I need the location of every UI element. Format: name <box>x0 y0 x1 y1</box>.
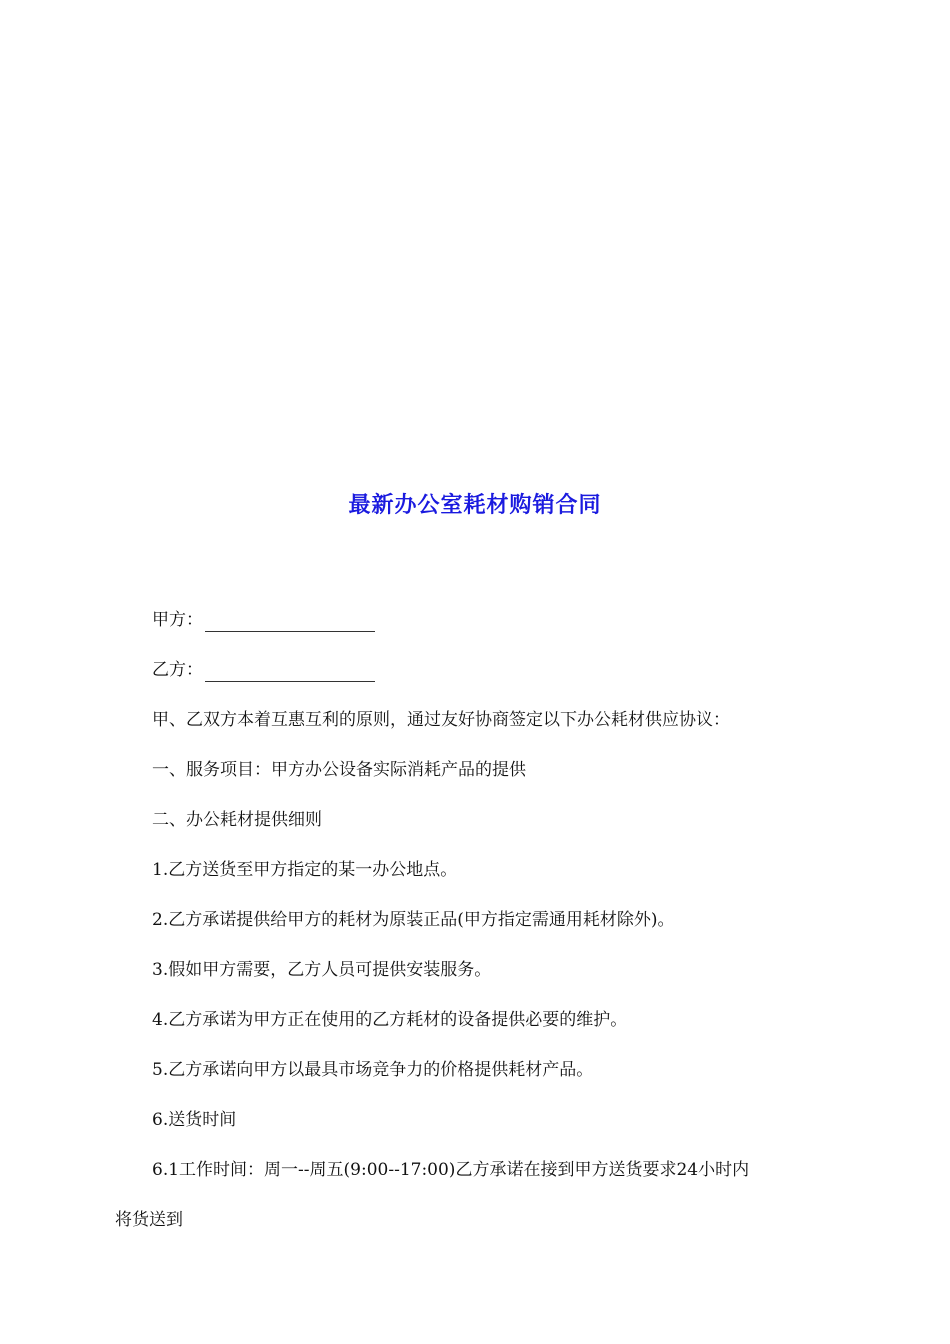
party-b-blank <box>205 663 375 682</box>
clause-item-4: 4.乙方承诺为甲方正在使用的乙方耗材的设备提供必要的维护。 <box>152 1010 628 1030</box>
clause-item-1: 1.乙方送货至甲方指定的某一办公地点。 <box>152 860 458 880</box>
section-2-heading: 二、办公耗材提供细则 <box>152 810 322 830</box>
clause-item-6-1: 6.1工作时间：周一--周五(9:00--17:00)乙方承诺在接到甲方送货要求24小时内 <box>152 1160 750 1180</box>
intro-paragraph: 甲、乙双方本着互惠互利的原则，通过友好协商签定以下办公耗材供应协议： <box>152 710 730 730</box>
party-a-label: 甲方： <box>152 610 203 630</box>
party-a-blank <box>205 613 375 632</box>
clause-item-3: 3.假如甲方需要，乙方人员可提供安装服务。 <box>152 960 492 980</box>
clause-item-2: 2.乙方承诺提供给甲方的耗材为原装正品(甲方指定需通用耗材除外)。 <box>152 910 675 930</box>
clause-item-6-1-continued: 将货送到 <box>115 1210 183 1230</box>
party-b-label: 乙方： <box>152 660 203 680</box>
section-1-heading: 一、服务项目：甲方办公设备实际消耗产品的提供 <box>152 760 526 780</box>
document-title: 最新办公室耗材购销合同 <box>348 493 602 518</box>
party-b-line <box>152 658 375 682</box>
clause-item-5: 5.乙方承诺向甲方以最具市场竞争力的价格提供耗材产品。 <box>152 1060 594 1080</box>
party-a-line <box>152 608 375 632</box>
clause-item-6: 6.送货时间 <box>152 1110 237 1130</box>
